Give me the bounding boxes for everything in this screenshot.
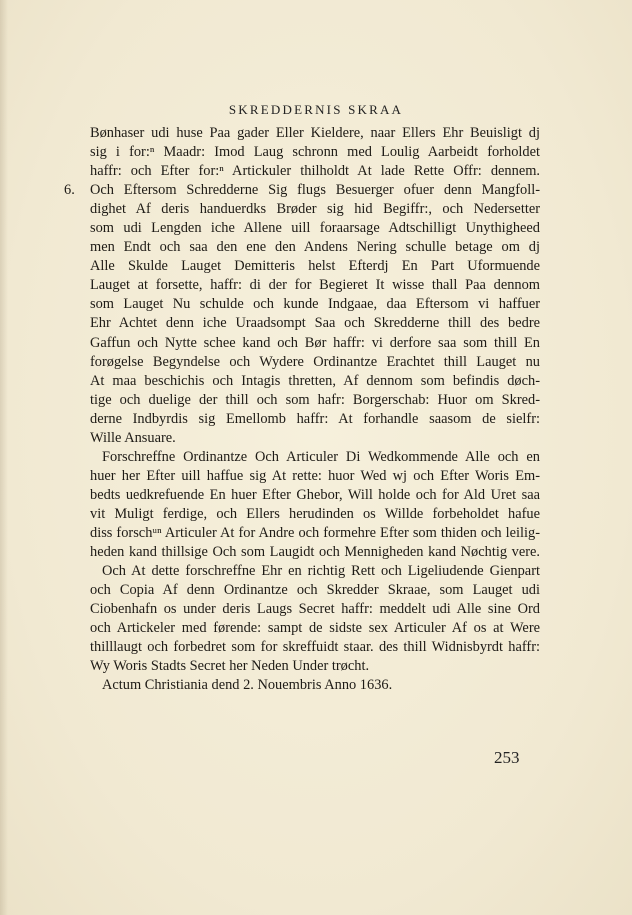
text-line: men Endt och saa den ene den Andens Nering schulle betage om dj — [90, 239, 540, 256]
text-line: Bønhaser udi huse Paa gader Eller Kieldere, naar Ellers Ehr Beuisligt dj — [90, 125, 540, 141]
text-line: och Artickeler med førende: sampt de sidste sex Articuler Af os at Were — [90, 620, 540, 637]
running-head: SKREDDERNIS SKRAA — [228, 102, 404, 117]
text-line: Actum Christiania dend 2. Nouembris Anno 1636. — [102, 677, 393, 694]
paragraph-number: 6. — [64, 182, 75, 199]
text-line: sig i for:ⁿ Maadr: Imod Laug schronn med Loulig Aarbeidt forholdet — [90, 144, 540, 161]
body-text — [64, 124, 540, 695]
text-line: som udi Lengden iche Allene uill foraarsage Adtschilligt Unythigheed — [90, 220, 540, 237]
text-line: Ciobenhafn os under deris Laugs Secret haffr: meddelt udi Alle sine Ord — [90, 601, 540, 618]
text-line: haffr: och Efter for:ⁿ Artickuler thilholdt At lade Rette Offr: dennem. — [90, 163, 540, 180]
text-line: Wille Ansuare. — [90, 429, 176, 446]
text-line: bedts uedkrefuende En huer Efter Ghebor, Will holde och for Ald Uret saa — [90, 486, 540, 503]
text-line: som Lauget Nu schulde och kunde Indgaae, daa Eftersom vi haffuer — [90, 296, 540, 313]
text-line: Och At dette forschreffne Ehr en richtig Rett och Ligeliudende Gienpart — [102, 563, 540, 580]
text-line: Gaffun och Nytte schee kand och Bør haffr: vi derfore saa som thill En — [90, 334, 540, 351]
text-line: Forschreffne Ordinantze Och Articuler Di Wedkommende Alle och en — [102, 448, 540, 465]
page-number: 253 — [494, 748, 520, 767]
text-line: thilllaugt och forbedret som for skreffuidt staar. des thill Widnisbyrdt haffr: — [90, 639, 540, 656]
text-line-paragraph-6 — [64, 181, 540, 200]
text-line: heden kand thillsige Och som Laugidt och Mennigheden kand Nøchtig vere. — [90, 544, 540, 561]
text-line: Wy Woris Stadts Secret her Neden Under trøcht. — [90, 658, 370, 675]
text-line: dighet Af deris handuerdks Brøder sig hid Begiffr:, och Nedersetter — [90, 201, 540, 218]
text-line: vit Muligt ferdige, och Ellers herudinden os Willde forbeholdet hafue — [90, 505, 540, 522]
text-line: Lauget at forsette, haffr: di der for Begieret It wisse thall Paa dennom — [90, 277, 540, 294]
text-line: och Copia Af denn Ordinantze och Skredder Skraae, som Lauget udi — [90, 582, 540, 599]
text-line: At maa beschichis och Intagis thretten, Af dennom som befindis døch- — [90, 372, 540, 389]
text-line: diss forschᵘⁿ Articuler At for Andre och formehre Efter som thiden och leilig- — [90, 524, 540, 541]
text-line: Ehr Achtet denn iche Uraadsompt Saa och Skredderne thill des bedre — [90, 315, 540, 332]
text-line: forøgelse Begyndelse och Wydere Ordinantze Erachtet thill Lauget nu — [90, 353, 540, 370]
text-line: Och Eftersom Schredderne Sig flugs Besuerger ofuer denn Mangfoll- — [90, 182, 540, 199]
text-line: tige och duelige der thill och som hafr: Borgerschab: Huor om Skred- — [90, 391, 540, 408]
page-edge-shadow — [0, 0, 8, 915]
text-line: derne Indbyrdis sig Emellomb haffr: At forhandle saasom de sielfr: — [90, 410, 540, 427]
text-line: Alle Skulde Lauget Demitteris helst Efterdj En Part Uformuende — [90, 258, 540, 275]
text-line: huer her Efter uill haffue sig At rette: huor Wed wj och Efter Woris Em- — [90, 467, 540, 484]
